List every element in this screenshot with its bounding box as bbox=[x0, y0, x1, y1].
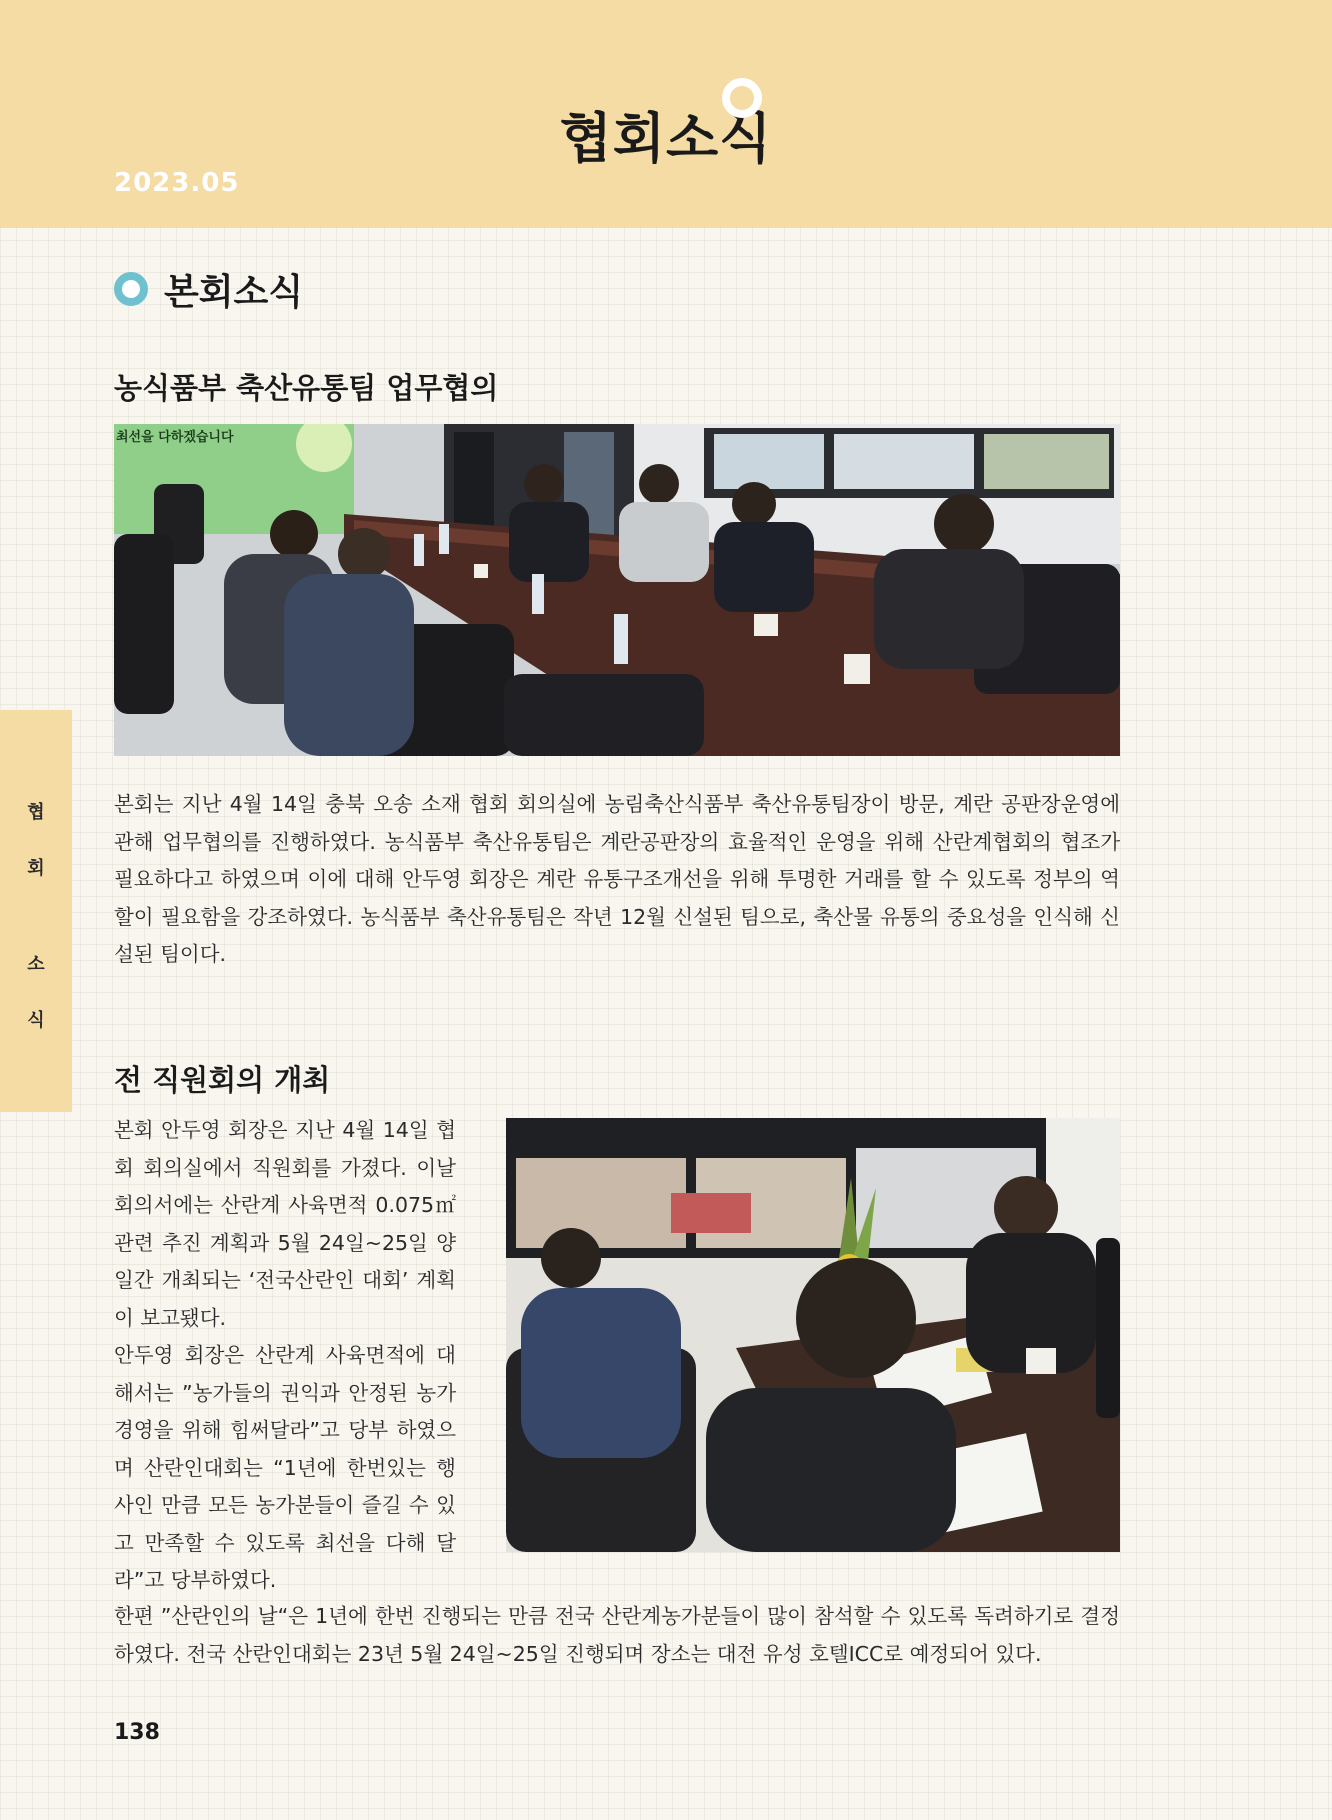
page-number: 138 bbox=[114, 1720, 160, 1745]
photo-banner-text: 최선을 다하겠습니다 bbox=[116, 430, 234, 445]
article-title: 농식품부 축산유통팀 업무협의 bbox=[114, 371, 499, 405]
side-tab-char: 식 bbox=[27, 1010, 45, 1031]
bullet-icon bbox=[114, 272, 148, 306]
header-title: 협회소식 bbox=[559, 107, 773, 170]
article-body: 한편 ”산란인의 날“은 1년에 한번 진행되는 만큼 전국 산란계농가분들이 많이 참석할 수 있도록 독려하기로 결정하였다. 전국 산란인대회는 23년 5월 24일~25일 진행되며 장소는 대전 유성 호텔ICC로 예정되어 있다. bbox=[114, 1604, 1120, 1666]
article-body-column bbox=[114, 1112, 456, 1600]
article-title: 전 직원회의 개최 bbox=[114, 1063, 331, 1097]
meeting-photo bbox=[114, 424, 1120, 756]
ring-icon bbox=[722, 78, 762, 118]
issue-date: 2023.05 bbox=[114, 168, 240, 198]
section-title: 본회소식 bbox=[164, 271, 304, 313]
side-tab bbox=[0, 710, 72, 1112]
section-heading bbox=[114, 264, 303, 314]
side-tab-char: 소 bbox=[27, 954, 45, 975]
side-tab-char: 협 bbox=[27, 802, 45, 823]
page-header bbox=[0, 0, 1332, 228]
staff-meeting-photo bbox=[506, 1118, 1120, 1552]
article-body: 본회는 지난 4월 14일 충북 오송 소재 협회 회의실에 농림축산식품부 축산유통팀장이 방문, 계란 공판장운영에 관해 업무협의를 진행하였다. 농식품부 축산유통팀은 계란공판장의 효율적인 운영을 위해 산란계협회의 협조가 필요하다고 하였으며 이에 대해 안두영 회장은 계란 유통구조개선을 위해 투명한 거래를 할 수 있도록 정부의 역할이 필요함을 강조하였다. 농식품부 축산유통팀은 작년 12월 신설된 팀으로, 축산물 유통의 중요성을 인식해 신설된 팀이다. bbox=[114, 792, 1120, 966]
side-tab-char: 회 bbox=[27, 858, 45, 879]
body-paragraph: 안두영 회장은 산란계 사육면적에 대해서는 ”농가들의 권익과 안정된 농가 경영을 위해 힘써달라”고 당부 하였으며 산란인대회는 “1년에 한번있는 행사인 만큼 모든 농가분들이 즐길 수 있고 만족할 수 있도록 최선을 다해 달라”고 당부하였다. bbox=[114, 1343, 456, 1592]
body-paragraph: 본회 안두영 회장은 지난 4월 14일 협회 회의실에서 직원회를 가졌다. 이날 회의서에는 산란계 사육면적 0.075㎡ 관련 추진 계획과 5월 24일~25일 양일간 개최되는 ‘전국산란인 대회’ 계획이 보고됐다. bbox=[114, 1118, 456, 1330]
